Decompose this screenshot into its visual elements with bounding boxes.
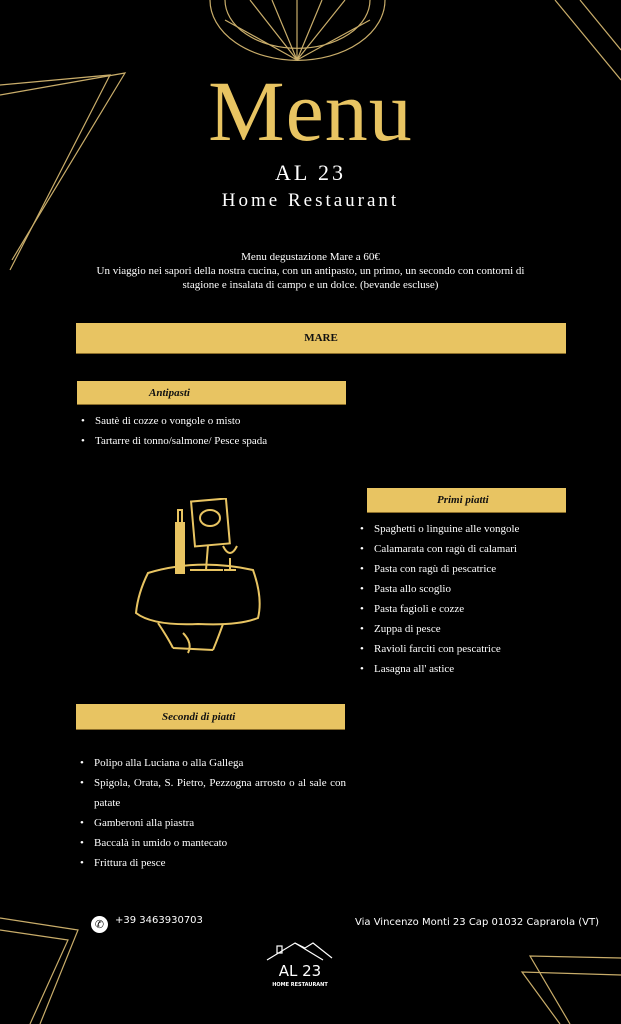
- list-item: • Tartarre di tonno/salmone/ Pesce spada: [77, 431, 347, 451]
- address: Via Vincenzo Monti 23 Cap 01032 Caprarola (VT): [354, 917, 599, 928]
- list-item: • Calamarata con ragù di calamari: [356, 539, 596, 559]
- page-title: Menu: [208, 63, 413, 159]
- list-item: • Pasta fagioli e cozze: [356, 599, 596, 619]
- primi-header: [367, 488, 566, 512]
- phone-number: +39 3463930703: [115, 915, 203, 926]
- phone-icon: ✆: [91, 916, 108, 933]
- restaurant-name: AL 23: [274, 160, 346, 185]
- house-roof-icon: [265, 940, 335, 962]
- logo-name: AL 23: [278, 962, 322, 980]
- list-item: • Frittura di pesce: [76, 853, 346, 873]
- list-item: • Lasagna all' astice: [356, 659, 596, 679]
- intro-heading: Menu degustazione Mare a 60€: [241, 251, 380, 263]
- sunburst-ornament: [210, 0, 385, 60]
- list-item: • Zuppa di pesce: [356, 619, 596, 639]
- list-item: • Pasta con ragù di pescatrice: [356, 559, 596, 579]
- list-item: • Sautè di cozze o vongole o misto: [77, 411, 347, 431]
- section-bar-mare: [76, 323, 566, 353]
- antipasti-header: [77, 381, 346, 404]
- primi-list: [356, 519, 596, 679]
- secondi-header: [76, 704, 345, 729]
- secondi-title: Secondi di piatti: [162, 710, 236, 723]
- secondi-list: [76, 753, 346, 873]
- intro-text: [90, 250, 531, 292]
- list-item: • Spigola, Orata, S. Pietro, Pezzogna arrosto o al sale con patate: [76, 773, 346, 813]
- footer-logo: [252, 940, 348, 989]
- list-item: • Polipo alla Luciana o alla Gallega: [76, 753, 346, 773]
- antipasti-title: Antipasti: [149, 386, 190, 399]
- table-wine-illustration: [128, 498, 268, 658]
- primi-title: Primi piatti: [437, 494, 489, 506]
- intro-description: Un viaggio nei sapori della nostra cucina, con un antipasto, un primo, un secondo con contorni di stagione e insalata di campo e un dolce. (bevande escluse): [96, 265, 525, 291]
- antipasti-list: [77, 411, 347, 451]
- list-item: • Spaghetti o linguine alle vongole: [356, 519, 596, 539]
- list-item: • Baccalà in umido o mantecato: [76, 833, 346, 853]
- list-item: • Pasta allo scoglio: [356, 579, 596, 599]
- phone-contact: [91, 914, 203, 933]
- list-item: • Ravioli farciti con pescatrice: [356, 639, 596, 659]
- section-title: MARE: [304, 332, 338, 344]
- restaurant-subtitle: Home Restaurant: [221, 190, 400, 211]
- logo-subtitle: HOME RESTAURANT: [272, 982, 328, 988]
- list-item: • Gamberoni alla piastra: [76, 813, 346, 833]
